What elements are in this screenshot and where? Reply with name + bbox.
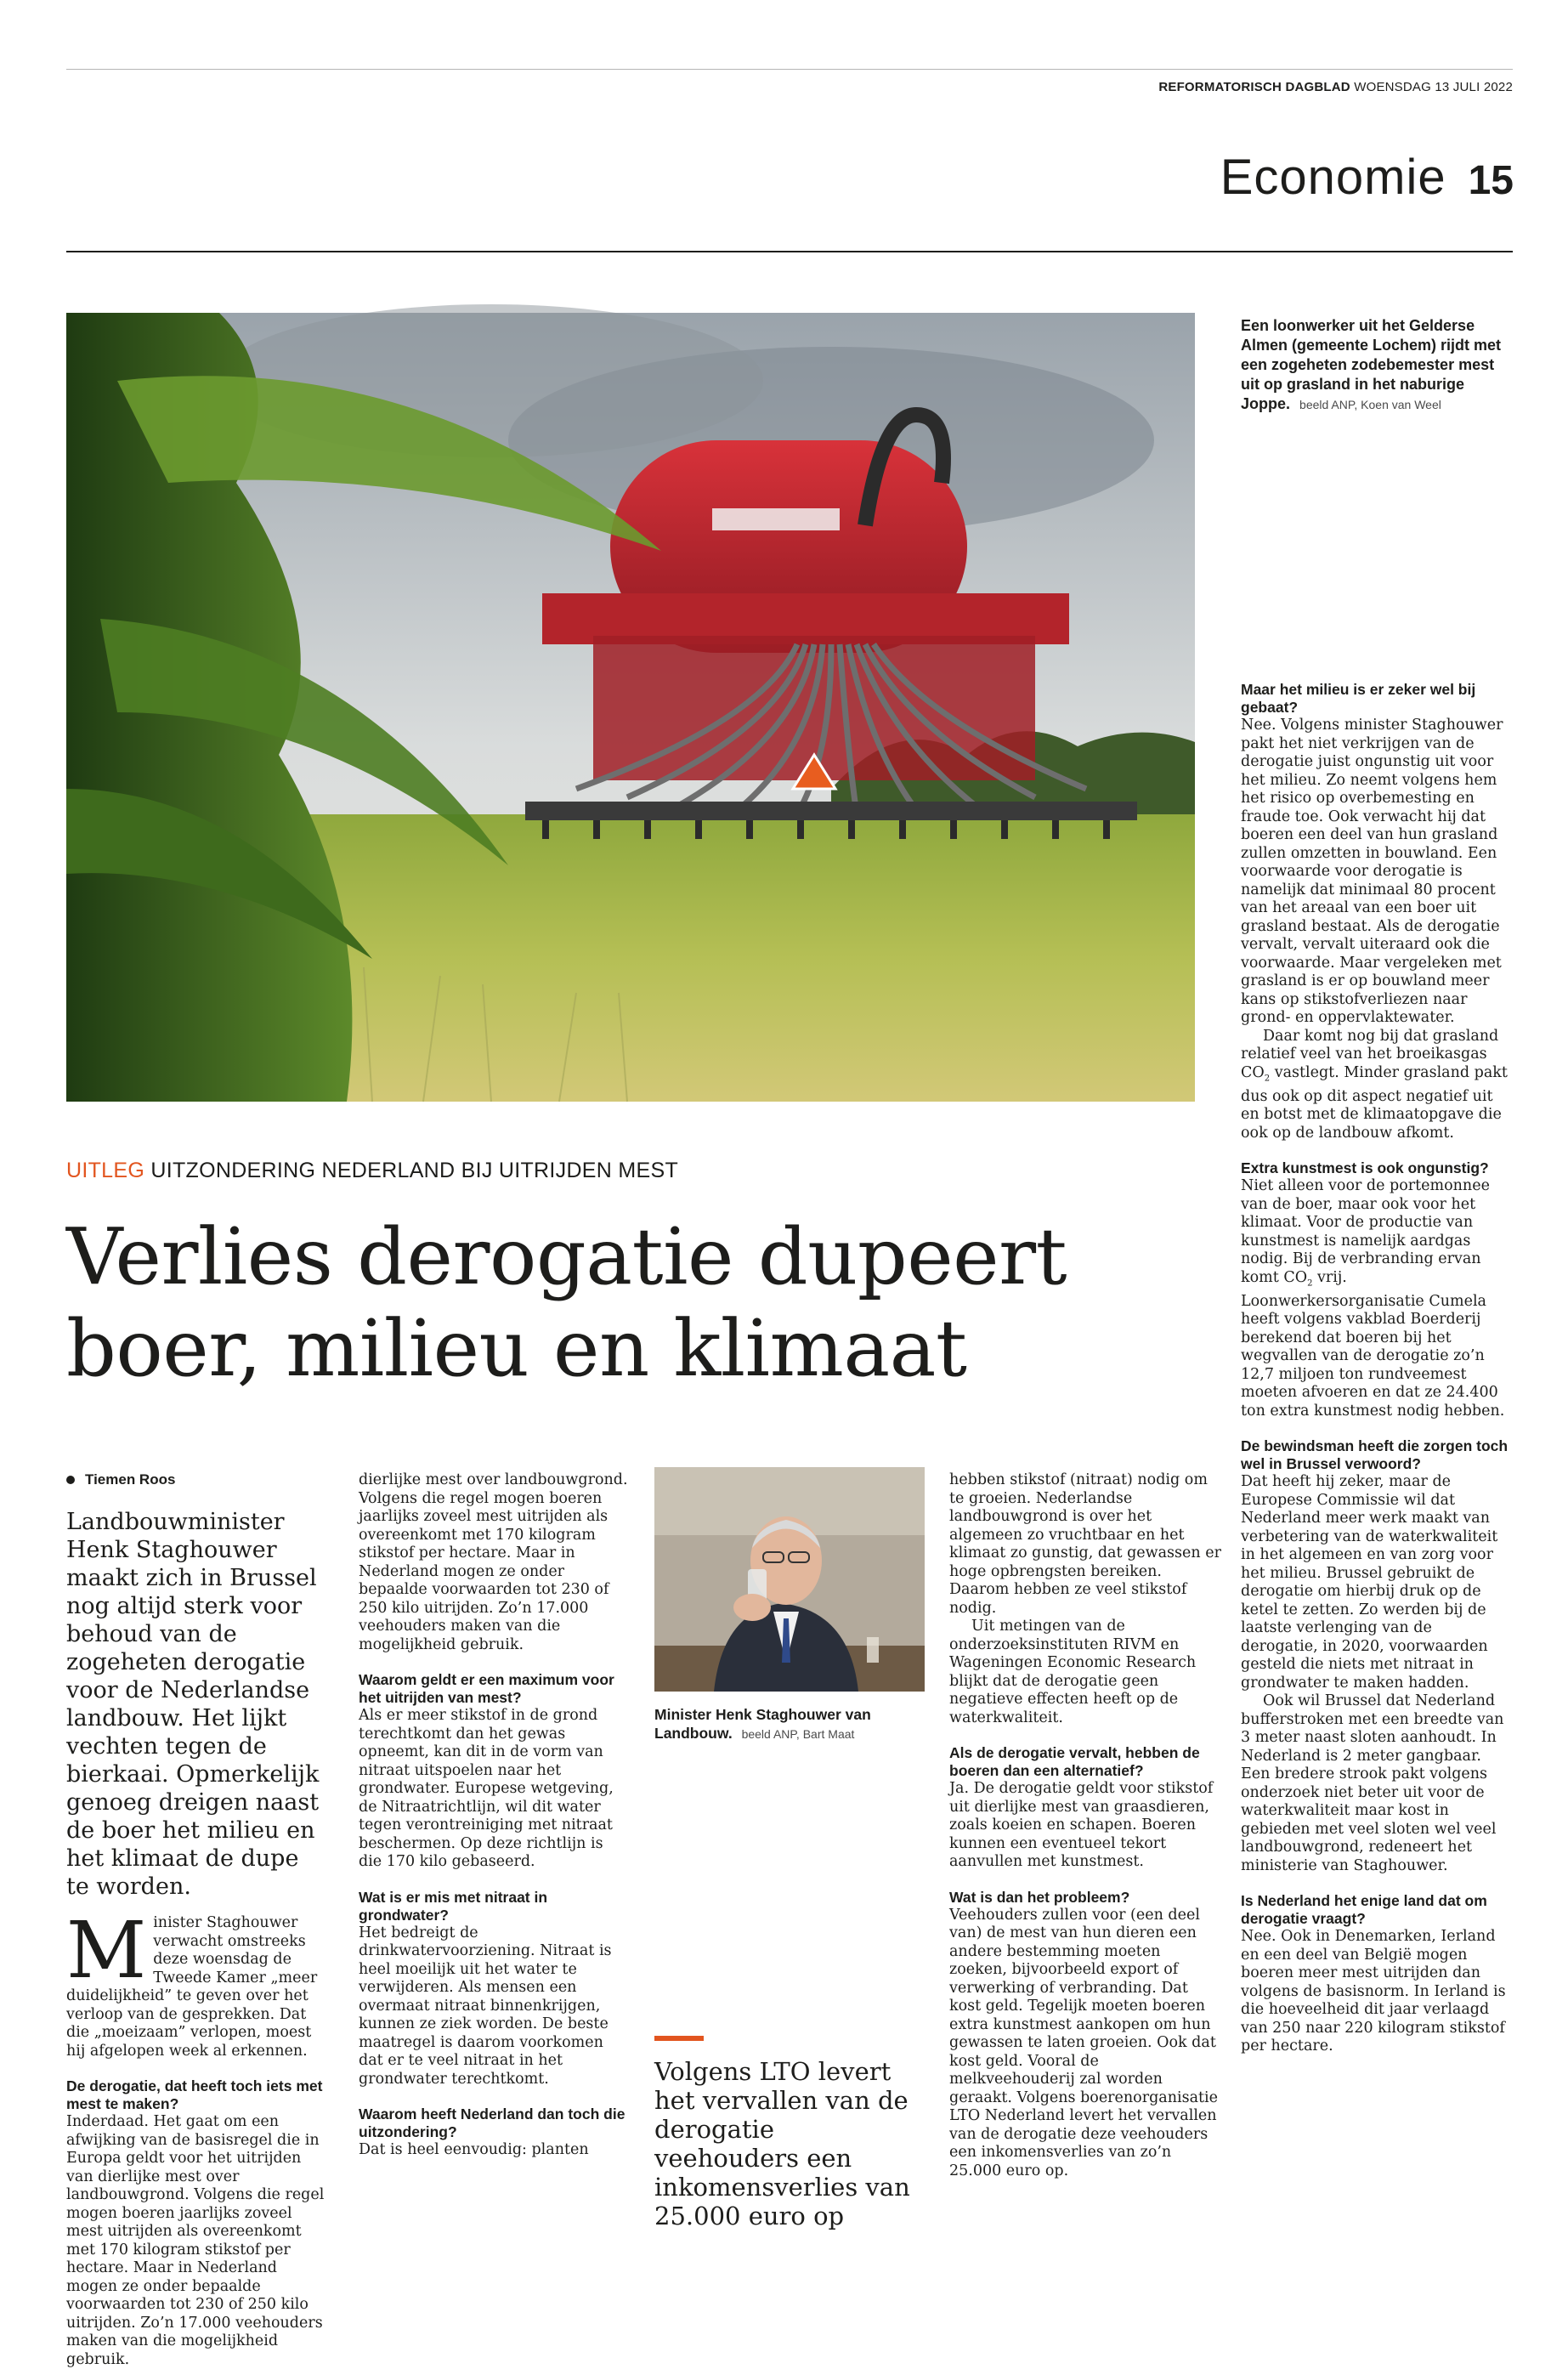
article-column-2 [359, 1471, 631, 2160]
question-heading: De derogatie, dat heeft toch iets met mest te maken? [66, 2077, 323, 2112]
question-heading: Wat is dan het probleem? [949, 1888, 1130, 1906]
co2-text-post: vrij. Loonwerkersorganisatie Cumela heeft volgens vakblad Boerderij berekend dat boeren bij het wegvallen van de derogatie zo’n 12,7 miljoen ton rundveemest moeten afvoeren en dat ze 24.400 ton extra kunstmest nodig hebben. [1241, 1268, 1505, 1420]
drop-cap: M [66, 1905, 147, 1996]
minister-photo-caption [654, 1705, 926, 1743]
question-heading: Waarom geldt er een maximum voor het uitrijden van mest? [359, 1671, 614, 1706]
question-heading: Extra kunstmest is ook ongunstig? [1241, 1159, 1489, 1176]
question-heading: Waarom heeft Nederland dan toch die uitzondering? [359, 2105, 626, 2140]
main-photo-caption-text: Een loonwerker uit het Gelderse Almen (gemeente Lochem) rijdt met een zogeheten zodebemester mest uit op grasland in het naburige Joppe. [1241, 317, 1502, 412]
answer-paragraph: Ook wil Brussel dat Nederland bufferstroken met een breedte van 3 meter naast sloten aanhoudt. In Nederland is 2 meter gangbaar. Een bredere strook pakt volgens onderzoek niet beter uit voor de waterkwaliteit maar kost in gebieden met veel sloten wel veel landbouwgrond, redeneert het ministerie van Staghouwer. [1241, 1692, 1504, 1874]
main-photo-credit: beeld ANP, Koen van Weel [1299, 398, 1441, 411]
masthead [66, 80, 1513, 94]
section-name: Economie [1220, 150, 1446, 205]
main-photo-caption [1241, 316, 1513, 415]
headline-line-1: Verlies derogatie dupeert [66, 1211, 1067, 1302]
answer-paragraph [1241, 1028, 1513, 1143]
co2-subscript: 2 [1264, 1074, 1271, 1083]
pull-quote: Volgens LTO levert het vervallen van de derogatie veehouders een inkomensverlies van 25.000 euro op [654, 2057, 910, 2230]
page-number: 15 [1468, 158, 1514, 203]
question-heading: Maar het milieu is er zeker wel bij gebaat? [1241, 681, 1476, 716]
article-column-4 [1241, 681, 1513, 2056]
co2-text-pre: Daar komt nog bij dat grasland relatief veel van het broeikasgas CO [1241, 1027, 1499, 1081]
kicker [66, 1159, 678, 1183]
question-heading: Is Nederland het enige land dat om derogatie vraagt? [1241, 1892, 1487, 1927]
question-heading: Wat is er mis met nitraat in grondwater? [359, 1888, 548, 1924]
answer-paragraph: Uit metingen van de onderzoeksinstituten RIVM en Wageningen Economic Research blijkt dat de derogatie geen negatieve effecten heeft op de waterkwaliteit. [949, 1618, 1197, 1726]
answer-paragraph [1241, 1177, 1513, 1420]
minister-photo-caption-text: Minister Henk Staghouwer van Landbouw. [654, 1706, 871, 1742]
byline-author: Tiemen Roos [85, 1471, 176, 1488]
headline-line-2: boer, milieu en klimaat [66, 1303, 967, 1394]
article-column-1 [66, 1905, 330, 2368]
answer-paragraph: Nee. Ook in Denemarken, Ierland en een deel van België mogen boeren meer mest uitrijden dan volgens de basisnorm. In Ierland is die hoeveelheid dit jaar verlaagd van 250 naar 220 kilogram stikstof per hectare. [1241, 1928, 1506, 2054]
answer-paragraph: Nee. Volgens minister Staghouwer pakt het niet verkrijgen van de derogatie juist ongunstig uit voor het milieu. Zo neemt volgens hem het risico op overbemesting en fraude toe. Ook verwacht hij dat boeren een deel van hun grasland zullen omzetten in bouwland. Een voorwaarde voor derogatie is namelijk dat minimaal 80 procent van het areaal van een boer uit grasland bestaat. Als de derogatie vervalt, vervalt uiteraard ook die voorwaarde. Maar vergeleken met grasland is er op bouwland meer kans op stikstofverliezen naar grond- en oppervlaktewater. [1241, 717, 1503, 1026]
intro-paragraph: Landbouwminister Henk Staghouwer maakt zich in Brussel nog altijd sterk voor behoud van de zogeheten derogatie voor de Nederlandse landbouw. Het lijkt vechten tegen de bierkaai. Opmerkelijk genoeg dreigen naast de boer het milieu en het klimaat de dupe te worden. [66, 1509, 320, 1900]
section-rule [66, 251, 1513, 252]
kicker-tag: UITLEG [66, 1159, 145, 1182]
issue-date: WOENSDAG 13 JULI 2022 [1354, 80, 1513, 94]
answer-paragraph: Dat is heel eenvoudig: planten [359, 2141, 589, 2158]
answer-paragraph-continued: hebben stikstof (nitraat) nodig om te groeien. Nederlandse landbouwgrond is over het algemeen zo vruchtbaar en het klimaat zo gunstig, dat gewassen er hoge opbrengsten bereiken. Daarom hebben ze veel stikstof nodig. [949, 1471, 1221, 1617]
answer-paragraph: Dat heeft hij zeker, maar de Europese Commissie wil dat Nederland meer werk maakt van verbetering van de waterkwaliteit in het algemeen en van zorg voor het milieu. Brussel gebruikt de derogatie om hierbij druk op de ketel te zetten. Zo werden bij de laatste verlenging van de derogatie, in 2020, voorwaarden gesteld die niets met nitraat in grondwater te maken hadden. [1241, 1473, 1498, 1692]
byline-bullet-icon [66, 1476, 75, 1484]
headline [66, 1211, 1171, 1395]
answer-paragraph: Het bedreigt de drinkwatervoorziening. Nitraat is heel moeilijk uit het water te verwijderen. Als mensen een overmaat nitraat binnenkrijgen, kunnen ze ziek worden. De beste maatregel is daarom voorkomen dat er te veel nitraat in het grondwater terechtkomt. [359, 1924, 612, 2088]
co2-text-pre: Niet alleen voor de portemonnee van de boer, maar ook voor het klimaat. Voor de productie van kunstmest is namelijk aardgas nodig. Bij de verbranding ervan komt CO [1241, 1177, 1490, 1286]
answer-paragraph-continued: dierlijke mest over landbouwgrond. Volgens die regel mogen boeren jaarlijks zoveel mest uitrijden als overeenkomt met 170 kilogram stikstof per hectare. Maar in Nederland mogen ze onder bepaalde voorwaarden tot 230 of 250 kilo uitrijden. Zo’n 17.000 veehouders maken van die mogelijkheid gebruik. [359, 1471, 628, 1653]
opening-paragraph [66, 1905, 330, 2060]
co2-text-post: vastlegt. Minder grasland pakt dus ook op dit aspect negatief uit en botst met de klimaatopgave die ook op de landbouw afkomt. [1241, 1063, 1508, 1142]
answer-paragraph: Als er meer stikstof in de grond terechtkomt dan het gewas opneemt, kan dit in de vorm van nitraat uitspoelen naar het grondwater. Europese wetgeving, de Nitraatrichtlijn, wil dit water tegen verontreiniging met nitraat beschermen. Op deze richtlijn is die 170 kilo gebaseerd. [359, 1707, 614, 1870]
answer-paragraph: Veehouders zullen voor (een deel van) de mest van hun dieren een andere bestemming moeten zoeken, bijvoorbeeld export of verwerking of verbranding. Dat kost geld. Tegelijk moeten boeren extra kunstmest aankopen om hun gewassen te laten groeien. Ook dat kost geld. Vooral de melkveehouderij zal worden geraakt. Volgens boerenorganisatie LTO Nederland levert het vervallen van de derogatie deze veehouders een inkomensverlies van zo’n 25.000 euro op. [949, 1906, 1218, 2179]
kicker-text: UITZONDERING NEDERLAND BIJ UITRIJDEN MEST [150, 1159, 679, 1182]
answer-paragraph: Ja. De derogatie geldt voor stikstof uit dierlijke mest van graasdieren, zoals koeien en schapen. Boeren kunnen een eventueel tekort aanvullen met kunstmest. [949, 1780, 1214, 1870]
co2-subscript: 2 [1307, 1278, 1313, 1288]
pull-quote-accent-bar [654, 2036, 704, 2041]
question-heading: De bewindsman heeft die zorgen toch wel in Brussel verwoord? [1241, 1437, 1509, 1472]
opening-text: inister Staghouwer verwacht omstreeks deze woensdag de Tweede Kamer „meer duidelijkheid” te geven over het verloop van de gesprekken. Dat die „moeizaam” verlopen, moest hij afgelopen week al erkennen. [66, 1914, 318, 2060]
main-photo [66, 313, 1195, 1102]
section-header [1220, 149, 1514, 205]
answer-paragraph: Inderdaad. Het gaat om een afwijking van de basisregel die in Europa geldt voor het uitrijden van dierlijke mest over landbouwgrond. Volgens die regel mogen boeren jaarlijks zoveel mest uitrijden als overeenkomt met 170 kilogram stikstof per hectare. Maar in Nederland mogen ze onder bepaalde voorwaarden tot 230 of 250 kilo uitrijden. Zo’n 17.000 veehouders maken van die mogelijkheid gebruik. [66, 2113, 325, 2368]
minister-photo [654, 1467, 925, 1692]
top-rule [66, 69, 1513, 70]
publication-name: REFORMATORISCH DAGBLAD [1158, 80, 1350, 94]
byline [66, 1471, 175, 1488]
article-column-3 [949, 1471, 1221, 2180]
question-heading: Als de derogatie vervalt, hebben de boeren dan een alternatief? [949, 1744, 1200, 1779]
minister-photo-credit: beeld ANP, Bart Maat [741, 1727, 855, 1741]
